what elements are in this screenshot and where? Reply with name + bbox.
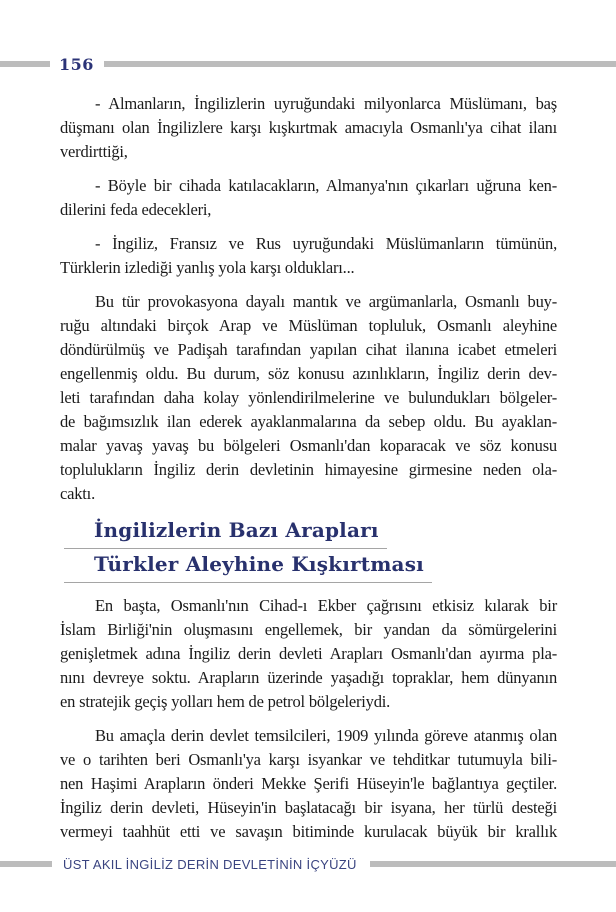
- text-line: - İngiliz, Fransız ve Rus uyruğundaki Müslümanların tümünün,: [95, 234, 557, 253]
- text-line: ruğu altındaki birçok Arap ve Müslüman topluluk, Osmanlı aleyhine: [60, 316, 557, 335]
- page-body: [60, 92, 557, 844]
- text-line: en stratejik geçiş yolları hem de petrol bölgeleriydi.: [60, 692, 391, 711]
- text-line: En başta, Osmanlı'nın Cihad-ı Ekber çağrısını etkisiz kılarak bir: [95, 596, 557, 615]
- text-line: engellenmiş oldu. Bu durum, söz konusu azınlıkların, İngiliz derin dev-: [60, 364, 557, 383]
- paragraph: [60, 594, 557, 714]
- text-line: düşmanı olan İngilizlere karşı kışkırtmak amacıyla Osmanlı'ya cihat ilanı: [60, 118, 557, 137]
- section-heading-line: [64, 515, 557, 549]
- paragraph: [60, 232, 557, 280]
- text-line: vermeyi taahhüt etti ve savaşın bitiminde kurulacak büyük bir krallık: [60, 822, 557, 841]
- text-line: Bu tür provokasyona dayalı mantık ve argümanlarla, Osmanlı buy-: [95, 292, 557, 311]
- section-heading-text: Türkler Aleyhine Kışkırtması: [64, 549, 432, 583]
- footer-rule-right: [370, 861, 616, 867]
- text-line: verdirttiği,: [60, 142, 128, 161]
- text-line: de bağımsızlık ilan ederek ayaklanmalarına da sebep oldu. Bu ayaklan-: [60, 412, 557, 431]
- text-line: nen Haşimi Arapların önderi Mekke Şerifi Hüseyin'le bağlantıya geçtiler.: [60, 774, 557, 793]
- text-line: malar yavaş yavaş bu bölgeleri Osmanlı'dan koparacak ve söz konusu: [60, 436, 557, 455]
- text-line: ve o tarihten beri Osmanlı'ya karşı isyankar ve tehditkar tutumuyla bili-: [60, 750, 557, 769]
- text-line: döndürülmüş ve Padişah tarafından yapılan cihat ilanına icabet etmeleri: [60, 340, 557, 359]
- text-line: Türklerin izlediği yanlış yola karşı oldukları...: [60, 258, 355, 277]
- text-line: caktı.: [60, 484, 95, 503]
- header-rule-left: [0, 61, 50, 67]
- text-line: dilerini feda edecekleri,: [60, 200, 212, 219]
- page-header: [0, 54, 616, 74]
- section-heading-text: İngilizlerin Bazı Arapları: [64, 515, 387, 549]
- paragraph: [60, 724, 557, 844]
- text-line: leti tarafından daha kolay yönlendirilmelerine ve bulundukları bölgeler-: [60, 388, 557, 407]
- paragraph: [60, 174, 557, 222]
- section-heading: [64, 515, 557, 583]
- text-line: - Böyle bir cihada katılacakların, Almanya'nın çıkarları uğruna ken-: [95, 176, 557, 195]
- text-line: toplulukların İngiliz derin devletinin himayesine girmesine neden ola-: [60, 460, 557, 479]
- section-heading-line: [64, 549, 557, 583]
- page-footer: [0, 854, 616, 874]
- running-title: ÜST AKIL İNGİLİZ DERİN DEVLETİNİN İÇYÜZÜ: [63, 856, 357, 872]
- paragraph: [60, 92, 557, 164]
- text-line: İslam Birliği'nin oluşmasını engellemek, bir yandan da sömürgelerini: [60, 620, 557, 639]
- text-line: nını devreye soktu. Arapların üzerinde yaşadığı topraklar, hem dünyanın: [60, 668, 557, 687]
- text-line: Bu amaçla derin devlet temsilcileri, 1909 yılında göreve atanmış olan: [95, 726, 557, 745]
- text-line: - Almanların, İngilizlerin uyruğundaki milyonlarca Müslümanı, baş: [95, 94, 557, 113]
- page-number: 156: [59, 54, 94, 74]
- text-line: genişletmek adına İngiliz derin devleti Arapları Osmanlı'dan ayırma pla-: [60, 644, 557, 663]
- paragraph: [60, 290, 557, 506]
- footer-rule-left: [0, 861, 52, 867]
- header-rule-right: [104, 61, 616, 67]
- text-line: İngiliz derin devleti, Hüseyin'in başlatacağı bir isyana, her türlü desteği: [60, 798, 557, 817]
